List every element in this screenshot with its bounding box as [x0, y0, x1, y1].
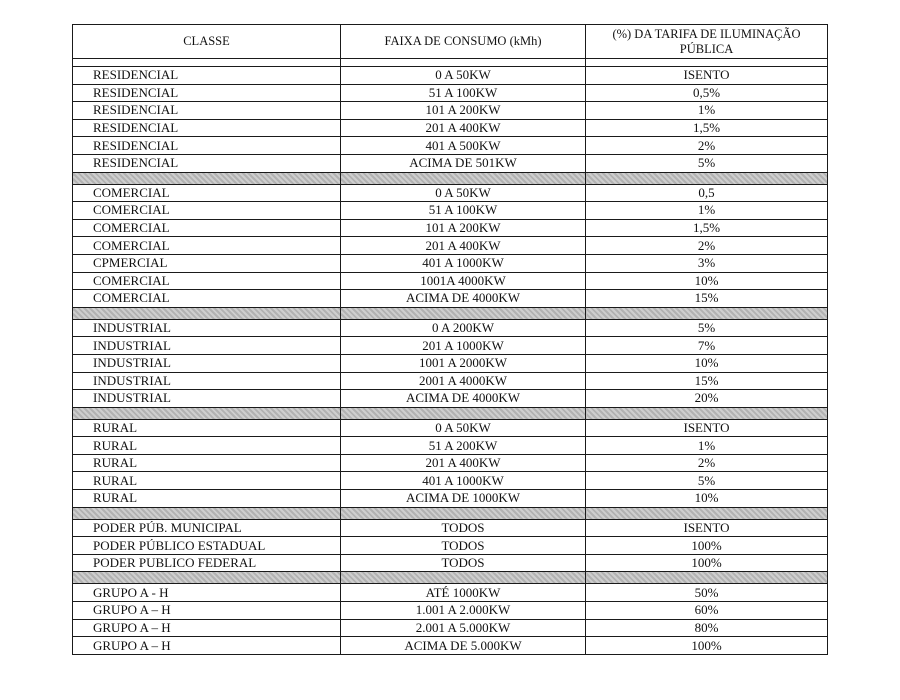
- cell-tarifa: ISENTO: [586, 419, 828, 437]
- cell-tarifa: 80%: [586, 619, 828, 637]
- cell-faixa: TODOS: [341, 554, 586, 572]
- cell-faixa: ACIMA DE 501KW: [341, 154, 586, 172]
- group-separator: [73, 172, 828, 184]
- cell-faixa: ACIMA DE 5.000KW: [341, 637, 586, 655]
- cell-tarifa: 5%: [586, 319, 828, 337]
- header-classe: CLASSE: [73, 25, 341, 59]
- cell-tarifa: 1,5%: [586, 119, 828, 137]
- cell-tarifa: ISENTO: [586, 67, 828, 85]
- cell-classe: COMERCIAL: [73, 184, 341, 202]
- header-faixa: FAIXA DE CONSUMO (kMh): [341, 25, 586, 59]
- cell-faixa: ACIMA DE 4000KW: [341, 290, 586, 308]
- cell-faixa: ACIMA DE 1000KW: [341, 490, 586, 508]
- cell-faixa: 101 A 200KW: [341, 102, 586, 120]
- cell-faixa: ACIMA DE 4000KW: [341, 390, 586, 408]
- cell-classe: RESIDENCIAL: [73, 154, 341, 172]
- table-row: [73, 272, 828, 290]
- cell-tarifa: 100%: [586, 554, 828, 572]
- cell-tarifa: 1%: [586, 102, 828, 120]
- group-separator: [73, 507, 828, 519]
- table-row: [73, 437, 828, 455]
- cell-classe: RURAL: [73, 454, 341, 472]
- cell-tarifa: 1%: [586, 437, 828, 455]
- cell-tarifa: 5%: [586, 472, 828, 490]
- table-row: [73, 184, 828, 202]
- cell-faixa: 1001A 4000KW: [341, 272, 586, 290]
- table-row: [73, 119, 828, 137]
- cell-faixa: 201 A 400KW: [341, 237, 586, 255]
- table-row: [73, 637, 828, 655]
- table-row: [73, 290, 828, 308]
- table-row: [73, 84, 828, 102]
- cell-classe: GRUPO A – H: [73, 602, 341, 620]
- cell-tarifa: 1,5%: [586, 219, 828, 237]
- cell-tarifa: 2%: [586, 454, 828, 472]
- table-row: [73, 219, 828, 237]
- cell-classe: PODER PÚB. MUNICIPAL: [73, 519, 341, 537]
- table-row: [73, 154, 828, 172]
- cell-faixa: 201 A 400KW: [341, 454, 586, 472]
- header-tarifa: [586, 25, 828, 59]
- cell-tarifa: ISENTO: [586, 519, 828, 537]
- cell-tarifa: 10%: [586, 272, 828, 290]
- table-row: [73, 390, 828, 408]
- cell-faixa: 401 A 500KW: [341, 137, 586, 155]
- cell-classe: RESIDENCIAL: [73, 84, 341, 102]
- cell-classe: GRUPO A – H: [73, 637, 341, 655]
- cell-faixa: TODOS: [341, 537, 586, 555]
- table-row: [73, 419, 828, 437]
- cell-faixa: 0 A 50KW: [341, 67, 586, 85]
- table-row: [73, 137, 828, 155]
- cell-faixa: 101 A 200KW: [341, 219, 586, 237]
- table-row: [73, 537, 828, 555]
- table-row: [73, 67, 828, 85]
- table-row: [73, 519, 828, 537]
- cell-classe: INDUSTRIAL: [73, 354, 341, 372]
- table-row: [73, 372, 828, 390]
- group-separator: [73, 407, 828, 419]
- spacer-row: [73, 59, 828, 67]
- cell-tarifa: 100%: [586, 537, 828, 555]
- table-row: [73, 554, 828, 572]
- header-row: [73, 25, 828, 59]
- table-row: [73, 254, 828, 272]
- group-separator: [73, 307, 828, 319]
- cell-classe: GRUPO A - H: [73, 584, 341, 602]
- cell-faixa: 2.001 A 5.000KW: [341, 619, 586, 637]
- cell-classe: RURAL: [73, 437, 341, 455]
- cell-faixa: 51 A 100KW: [341, 84, 586, 102]
- cell-faixa: 51 A 100KW: [341, 202, 586, 220]
- cell-faixa: 401 A 1000KW: [341, 254, 586, 272]
- cell-classe: INDUSTRIAL: [73, 319, 341, 337]
- cell-classe: RESIDENCIAL: [73, 67, 341, 85]
- table-row: [73, 102, 828, 120]
- cell-faixa: 1.001 A 2.000KW: [341, 602, 586, 620]
- cell-faixa: 201 A 1000KW: [341, 337, 586, 355]
- cell-tarifa: 100%: [586, 637, 828, 655]
- tariff-table: [72, 24, 828, 655]
- table-row: [73, 619, 828, 637]
- cell-classe: COMERCIAL: [73, 202, 341, 220]
- cell-faixa: 401 A 1000KW: [341, 472, 586, 490]
- cell-classe: RURAL: [73, 419, 341, 437]
- cell-classe: CPMERCIAL: [73, 254, 341, 272]
- cell-classe: INDUSTRIAL: [73, 390, 341, 408]
- cell-classe: INDUSTRIAL: [73, 337, 341, 355]
- cell-classe: COMERCIAL: [73, 237, 341, 255]
- cell-classe: RURAL: [73, 490, 341, 508]
- cell-classe: INDUSTRIAL: [73, 372, 341, 390]
- cell-tarifa: 0,5: [586, 184, 828, 202]
- cell-tarifa: 50%: [586, 584, 828, 602]
- cell-faixa: 0 A 200KW: [341, 319, 586, 337]
- group-separator: [73, 572, 828, 584]
- cell-faixa: 0 A 50KW: [341, 184, 586, 202]
- cell-tarifa: 7%: [586, 337, 828, 355]
- cell-tarifa: 15%: [586, 372, 828, 390]
- table-row: [73, 472, 828, 490]
- cell-classe: RESIDENCIAL: [73, 102, 341, 120]
- cell-classe: RESIDENCIAL: [73, 137, 341, 155]
- cell-classe: GRUPO A – H: [73, 619, 341, 637]
- cell-tarifa: 10%: [586, 354, 828, 372]
- cell-faixa: 51 A 200KW: [341, 437, 586, 455]
- cell-faixa: TODOS: [341, 519, 586, 537]
- cell-classe: PODER PUBLICO FEDERAL: [73, 554, 341, 572]
- cell-tarifa: 20%: [586, 390, 828, 408]
- header-tarifa-line1: (%) DA TARIFA DE ILUMINAÇÃO: [612, 26, 801, 41]
- cell-classe: PODER PÚBLICO ESTADUAL: [73, 537, 341, 555]
- cell-classe: RURAL: [73, 472, 341, 490]
- tariff-table-body: [73, 25, 828, 655]
- table-row: [73, 337, 828, 355]
- cell-tarifa: 60%: [586, 602, 828, 620]
- cell-tarifa: 2%: [586, 237, 828, 255]
- cell-faixa: 1001 A 2000KW: [341, 354, 586, 372]
- table-row: [73, 319, 828, 337]
- cell-faixa: ATÉ 1000KW: [341, 584, 586, 602]
- table-row: [73, 602, 828, 620]
- table-row: [73, 584, 828, 602]
- cell-tarifa: 0,5%: [586, 84, 828, 102]
- cell-tarifa: 3%: [586, 254, 828, 272]
- cell-classe: RESIDENCIAL: [73, 119, 341, 137]
- cell-faixa: 201 A 400KW: [341, 119, 586, 137]
- cell-classe: COMERCIAL: [73, 290, 341, 308]
- table-row: [73, 202, 828, 220]
- cell-tarifa: 10%: [586, 490, 828, 508]
- header-tarifa-line2: PÚBLICA: [679, 41, 734, 56]
- cell-classe: COMERCIAL: [73, 272, 341, 290]
- cell-faixa: 0 A 50KW: [341, 419, 586, 437]
- cell-tarifa: 2%: [586, 137, 828, 155]
- table-row: [73, 490, 828, 508]
- table-row: [73, 454, 828, 472]
- cell-tarifa: 1%: [586, 202, 828, 220]
- cell-faixa: 2001 A 4000KW: [341, 372, 586, 390]
- cell-classe: COMERCIAL: [73, 219, 341, 237]
- cell-tarifa: 15%: [586, 290, 828, 308]
- table-row: [73, 237, 828, 255]
- cell-tarifa: 5%: [586, 154, 828, 172]
- table-row: [73, 354, 828, 372]
